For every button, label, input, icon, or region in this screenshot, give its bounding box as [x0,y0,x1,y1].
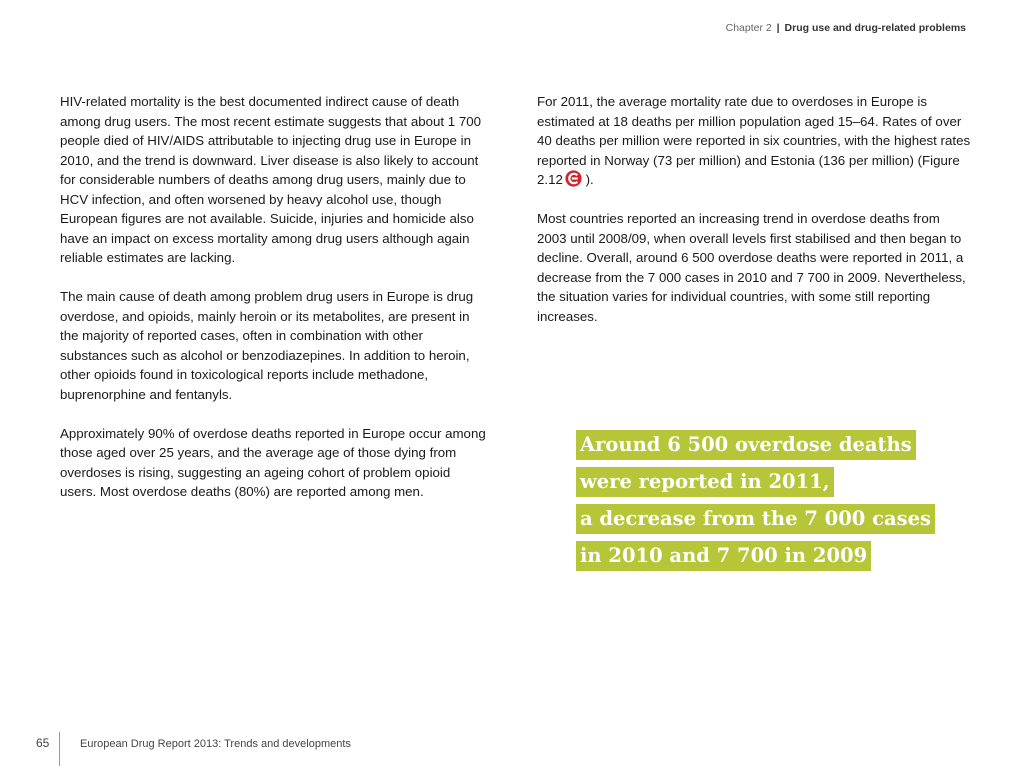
paragraph-hiv-mortality: HIV-related mortality is the best documented indirect cause of death among drug users. The most recent estimate suggests that about 1 700 people died of HIV/AIDS attributable to injecting drug use in Europe in 2010, and the trend is downward. Liver disease is also likely to account for considerable numbers of deaths among drug users, mainly due to HCV infection, and often worsened by heavy alcohol use, though European figures are not available. Suicide, injuries and homicide also have an impact on excess mortality among drug users although again reliable estimates are lacking. [60,94,482,265]
pull-quote-line: a decrease from the 7 000 cases [576,504,935,534]
paragraph-overdose-cause: The main cause of death among problem drug users in Europe is drug overdose, and opioids, mainly heroin or its metabolites, are present in the majority of reported cases, often in combination with other substances such as alcohol or benzodiazepines. In addition to heroin, other opioids found in toxicological reports include methadone, buprenorphine and fentanyls. [60,289,474,402]
chapter-label: Chapter 2 [725,22,772,34]
emcdda-link-icon[interactable] [565,170,582,187]
header-separator: | [776,22,780,34]
chapter-title: Drug use and drug-related problems [784,22,966,34]
page-number: 65 [36,736,50,750]
pull-quote-line: Around 6 500 overdose deaths [576,430,916,460]
left-column [60,92,490,521]
footer-divider [59,732,60,766]
running-header [726,22,966,34]
paragraph-mortality-rate [537,92,972,190]
paragraph-age-gender: Approximately 90% of overdose deaths reported in Europe occur among those aged over 25 years, and the average age of those dying from overdoses is rising, suggesting an ageing cohort of problem opioid users. Most overdose deaths (80%) are reported among men. [60,425,486,499]
pull-quote [576,430,956,578]
paragraph-mortality-rate-text: For 2011, the average mortality rate due to overdoses in Europe is estimated at 18 deaths per million population aged 15–64. Rates of over 40 deaths per million were reported in six countries, with the highest rates reported in Norway (73 per million) and Estonia (136 per million) (Figure 2.12 [537,94,971,187]
paragraph-mortality-rate-close: ). [581,172,594,187]
right-column [537,92,972,346]
footer-title: European Drug Report 2013: Trends and developments [80,738,351,750]
pull-quote-line: were reported in 2011, [576,467,834,497]
pull-quote-line: in 2010 and 7 700 in 2009 [576,541,871,571]
paragraph-trend: Most countries reported an increasing trend in overdose deaths from 2003 until 2008/09, when overall levels first stabilised and then began to decline. Overall, around 6 500 overdose deaths were reported in 2011, a decrease from the 7 000 cases in 2010 and 7 700 in 2009. Nevertheless, the situation varies for individual countries, with some still reporting increases. [537,211,966,324]
